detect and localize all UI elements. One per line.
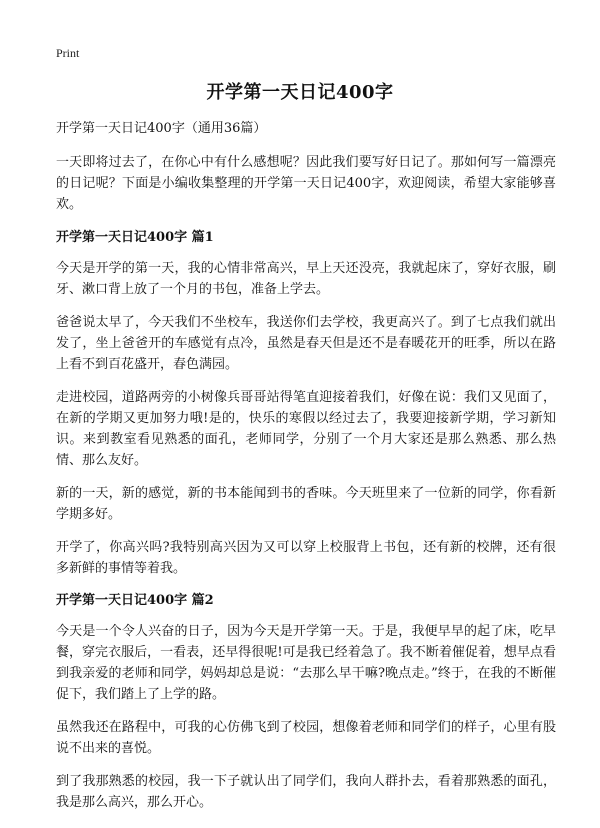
section-1-paragraph-1: 今天是开学的第一天，我的心情非常高兴，早上天还没亮，我就起床了，穿好衣服，刷牙、漱口背上放了一个月的书包，准备上学去。 xyxy=(56,261,556,297)
print-label: Print xyxy=(56,46,80,60)
section-2-paragraph-1: 今天是一个令人兴奋的日子，因为今天是开学第一天。于是，我便早早的起了床，吃早餐，穿完衣服后，一看表，还早得很呢!可是我已经着急了。我不断着催促着，想早点看到我亲爱的老师和同学，妈妈却总是说：“去那么早干嘛?晚点走。”终于，在我的不断催促下，我们踏上了上学的路。 xyxy=(56,624,556,702)
article-subtitle: 开学第一天日记400字（通用36篇） xyxy=(56,121,267,136)
section-heading-1: 开学第一天日记400字 篇1 xyxy=(56,230,214,245)
section-1-paragraph-2: 爸爸说太早了，今天我们不坐校车，我送你们去学校，我更高兴了。到了七点我们就出发了，坐上爸爸开的车感觉有点冷，虽然是春天但是还不是春暖花开的旺季，所以在路上看不到百花盛开，春色满园。 xyxy=(56,315,556,372)
section-2-paragraph-2: 虽然我还在路程中，可我的心仿佛飞到了校园，想像着老师和同学们的样子，心里有股说不出来的喜悦。 xyxy=(56,720,556,756)
section-heading-2: 开学第一天日记400字 篇2 xyxy=(56,593,214,608)
section-2-paragraph-3: 到了我那熟悉的校园，我一下子就认出了同学们，我向人群扑去，看着那熟悉的面孔，我是那么高兴，那么开心。 xyxy=(56,774,556,810)
section-1-paragraph-4: 新的一天，新的感觉，新的书本能闻到书的香味。今天班里来了一位新的同学，你看新学期多好。 xyxy=(56,486,556,522)
page-title: 开学第一天日记400字 xyxy=(206,82,394,103)
intro-paragraph: 一天即将过去了，在你心中有什么感想呢？因此我们要写好日记了。那如何写一篇漂亮的日记呢？下面是小编收集整理的开学第一天日记400字，欢迎阅读，希望大家能够喜欢。 xyxy=(56,155,556,212)
article-body xyxy=(56,118,556,825)
section-1-paragraph-5: 开学了，你高兴吗?我特别高兴因为又可以穿上校服背上书包，还有新的校牌，还有很多新鲜的事情等着我。 xyxy=(56,540,556,576)
section-1-paragraph-3: 走进校园，道路两旁的小树像兵哥哥站得笔直迎接着我们，好像在说：我们又见面了，在新的学期又更加努力哦!是的，快乐的寒假以经过去了，我要迎接新学期，学习新知识。来到教室看见熟悉的面孔，老师同学，分别了一个月大家还是那么熟悉、那么热情、那么友好。 xyxy=(56,390,556,468)
